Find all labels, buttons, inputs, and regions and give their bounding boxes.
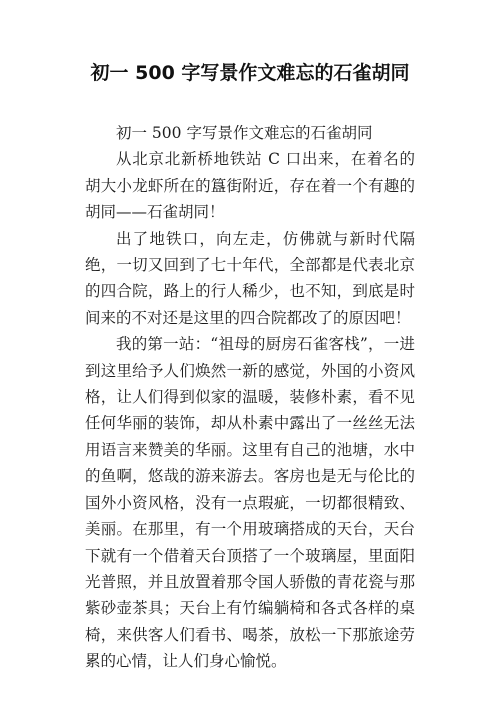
- paragraph: 出了地铁口，向左走，仿佛就与新时代隔绝，一切又回到了七十年代，全部都是代表北京的四合院，路上的行人稀少，也不知，到底是时间来的不对还是这里的四合院都改了的原因吧！: [85, 229, 415, 327]
- document-body: [85, 120, 415, 675]
- document-title: 初一 500 字写景作文难忘的石雀胡同: [90, 62, 410, 84]
- paragraph: 从北京北新桥地铁站 C 口出来，在着名的胡大小龙虾所在的簋街附近，存在着一个有趣的胡同——石雀胡同！: [85, 150, 415, 222]
- paragraph: 我的第一站：“祖母的厨房石雀客栈”，一进到这里给予人们焕然一新的感觉，外国的小资风格，让人们得到似家的温暖，装修朴素，看不见任何华丽的装饰，却从朴素中露出了一丝丝无法用语言来赞美的华丽。这里有自己的池塘，水中的鱼啊，悠哉的游来游去。客房也是无与伦比的国外小资风格，没有一点瑕疵，一切都很精致、美丽。在那里，有一个用玻璃搭成的天台，天台下就有一个借着天台顶搭了一个玻璃屋，里面阳光普照，并且放置着那令国人骄傲的青花瓷与那紫砂壶茶具；天台上有竹编躺椅和各式各样的桌椅，来供客人们看书、喝茶，放松一下那旅途劳累的心情，让人们身心愉悦。: [85, 335, 415, 671]
- paragraph-subtitle: 初一 500 字写景作文难忘的石雀胡同: [116, 124, 373, 142]
